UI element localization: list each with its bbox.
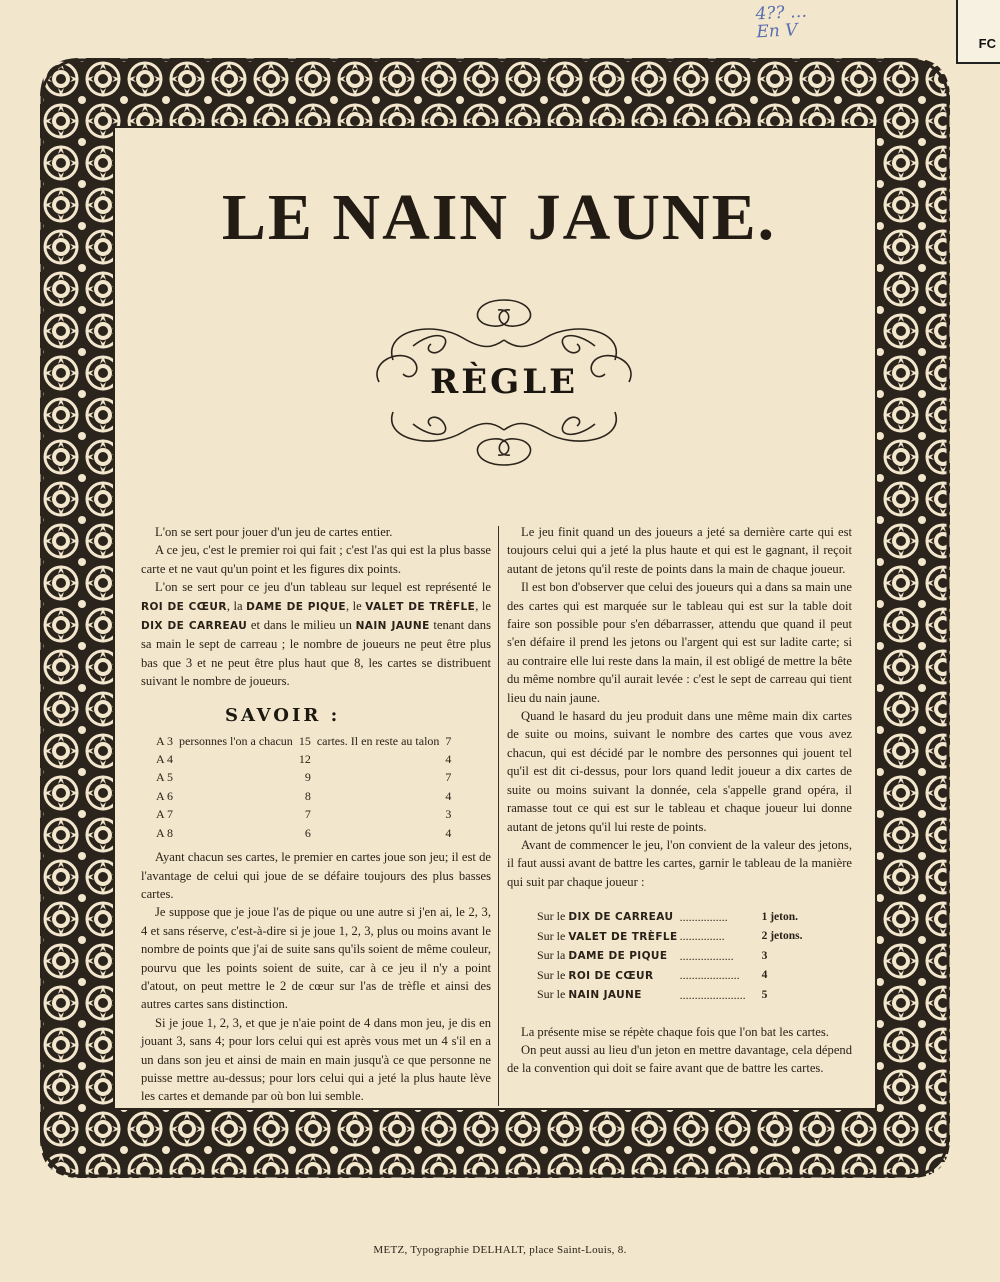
rule-paragraph: Il est bon d'observer que celui des joueurs qui a dans sa main une des cartes qui est marquée sur le tableau qui est sur la table doit faire son possible pour s'en débarrasser, attendu que quand il peut s'en défaire il prend les jetons ou l'argent qui est sur ladite carte; si au contraire elle lui reste dans la main, il est obligé de mettre la bête du même nombre qu'il aurait levée : c'est le sept de carreau qui tient lieu du nain jaune. (507, 580, 852, 705)
text-run: Sur le (537, 967, 569, 982)
printer-imprint: METZ, Typographie DELHALT, place Saint-Louis, 8. (373, 1244, 627, 1256)
table-row (537, 907, 802, 927)
rule-paragraph: Quand le hasard du jeu produit dans une même main dix cartes de suite ou moins, suivant le nombre des cartes que vous avez chacun, qui est décidé par le nombre des personnes qui jouent tel qu'il est dit ci-dessus, pour lors quand ledit joueur a dix cartes de suite ou moins suivant la donnée, cela s'appelle grand opéra, il ramasse tout ce qui est sur le tableau et chaque joueur lui donne autant de jetons qu'il lui reste de points. (507, 709, 852, 834)
card-name: VALET DE TRÈFLE (365, 600, 476, 613)
table-cell: 15 (298, 733, 311, 748)
distribution-table (153, 732, 454, 842)
column-divider (498, 526, 499, 1106)
leader-dots: ............... (679, 929, 725, 944)
table-cell: A 7 (156, 807, 174, 822)
text-run: , le (345, 598, 366, 613)
text-run: , le (475, 598, 491, 613)
table-cell (314, 750, 443, 768)
rule-paragraph: Le jeu finit quand un des joueurs a jeté sa dernière carte qui est toujours celui qui a jeté la plus haute et qui est le gagnant, il reçoit autant de jetons qu'il reste de points dans la main de chaque joueur. (507, 525, 852, 576)
poster-content (115, 128, 883, 1160)
table-cell: A 3 (156, 733, 174, 748)
savoir-heading: SAVOIR : (225, 704, 341, 726)
card-name: DAME DE PIQUE (246, 600, 346, 613)
rule-paragraph (141, 578, 491, 690)
text-run: et dans le milieu un (247, 618, 356, 633)
table-row (153, 805, 454, 823)
poster-title: LE NAIN JAUNE. (221, 181, 777, 254)
table-cell (176, 805, 296, 823)
rule-paragraph: La présente mise se répète chaque fois que l'on bat les cartes. (521, 1024, 829, 1039)
stake-value: 3 (761, 949, 768, 962)
card-name: DIX DE CARREAU (568, 911, 674, 924)
card-name: DAME DE PIQUE (568, 950, 668, 963)
table-cell (537, 985, 678, 1005)
stake-value: 5 (761, 988, 768, 1001)
regle-heading: RÈGLE (429, 362, 579, 402)
table-cell: 4 (445, 788, 452, 803)
table-cell: 7 (304, 807, 311, 822)
leader-dots: .................... (679, 968, 740, 983)
table-cell: 6 (304, 825, 311, 840)
leader-dots: ...................... (679, 987, 746, 1002)
text-run: L'on se sert pour ce jeu d'un tableau sur lequel est représenté le (155, 580, 491, 595)
text-run: Sur le (537, 928, 569, 943)
card-name: VALET DE TRÈFLE (568, 930, 678, 943)
text-run: Sur la (537, 948, 569, 963)
table-cell: 7 (445, 770, 452, 785)
text-run: tenant dans sa main le sept de carreau ; le nombre de joueurs ne peut être plus bas que 3 et ne peut être plus haut que 8, les cartes se distribuent suivant le nombre de joueurs. (141, 618, 491, 689)
rule-paragraph: On peut aussi au lieu d'un jeton en mettre davantage, cela dépend de la convention qui doit se faire avant que de battre les cartes. (507, 1043, 852, 1076)
table-row (153, 750, 454, 768)
table-row (153, 732, 454, 750)
table-cell: personnes l'on a chacun (179, 733, 293, 748)
card-name: NAIN JAUNE (355, 620, 430, 633)
leader-dots: .................. (679, 948, 734, 963)
table-cell (537, 927, 678, 947)
table-row (537, 985, 802, 1005)
stake-value: 4 (761, 969, 768, 982)
table-cell: cartes. Il en reste au talon (316, 733, 440, 748)
corner-label-text: FC (978, 36, 996, 51)
left-column (141, 523, 491, 1106)
table-cell (537, 946, 678, 966)
table-cell (314, 805, 443, 823)
pencil-annotation (755, 3, 808, 42)
table-cell: 7 (445, 733, 452, 748)
right-column (507, 523, 852, 1078)
stakes-table (537, 907, 802, 1005)
table-cell: A 8 (156, 825, 174, 840)
card-name: ROI DE CŒUR (568, 969, 654, 982)
rule-paragraph: Je suppose que je joue l'as de pique ou une autre si j'en ai, le 2, 3, 4 et sans réserve, c'est-à-dire si je joue 1, 2, 3, plus ou moins avant le nombre de points que j'ai de suite sans qu'ils soient de même couleur, pourvu que les points soient de suite, car à ce jeu il n'y a point d'atout, on peut mettre le 2 de cœur sur l'as de trèfle et ainsi des autres cartes sans distinction. (141, 905, 491, 1012)
card-name: NAIN JAUNE (568, 989, 642, 1002)
text-run: , la (226, 598, 247, 613)
table-cell: 8 (304, 788, 311, 803)
rule-paragraph: L'on se sert pour jouer d'un jeu de cartes entier. (155, 525, 393, 539)
table-cell: A 4 (156, 752, 174, 767)
pencil-note-line-1: 4?? … (755, 1, 808, 25)
table-cell: 4 (445, 825, 452, 840)
table-cell: 9 (304, 770, 311, 785)
table-row (537, 946, 802, 966)
table-row (153, 824, 454, 842)
table-cell (176, 787, 296, 805)
table-cell (314, 787, 443, 805)
corner-label (956, 0, 1000, 64)
table-cell: 12 (298, 752, 311, 767)
regle-cartouche (373, 290, 635, 475)
table-cell (314, 768, 443, 786)
table-cell (537, 966, 678, 986)
table-cell (537, 907, 678, 927)
table-row (153, 768, 454, 786)
rule-paragraph: Si je joue 1, 2, 3, et que je n'aie point de 4 dans mon jeu, je dis en jouant 3, sans 4; pour lors celui qui est après vous met un 4 s'il en a un dans son jeu et ainsi de main en main jusqu'à ce que personne ne puisse mettre au-dessus; pour lors celui qui a jeté la plus haute lève les cartes et demande par où bon lui semble. (141, 1015, 491, 1104)
pencil-note-line-2: En V (755, 20, 799, 43)
table-cell (314, 824, 443, 842)
table-cell (176, 768, 296, 786)
table-cell: A 6 (156, 788, 174, 803)
stake-value: 2 jetons. (761, 930, 803, 943)
stake-value: 1 jeton. (761, 910, 798, 923)
leader-dots: ................ (679, 909, 728, 924)
table-row (537, 927, 802, 947)
table-cell: 4 (445, 752, 452, 767)
rule-paragraph: Avant de commencer le jeu, l'on convient de la valeur des jetons, il faut aussi avant de battre les cartes, garnir le tableau de la manière qui suit par chaque joueur : (507, 837, 852, 889)
table-cell (176, 750, 296, 768)
rule-paragraph: A ce jeu, c'est le premier roi qui fait ; c'est l'as qui est la plus basse carte et ne vaut qu'un point et les figures dix points. (141, 543, 491, 576)
text-run: Sur le (537, 987, 569, 1002)
table-cell: 3 (445, 807, 452, 822)
table-cell: A 5 (156, 770, 174, 785)
text-run: Sur le (537, 909, 569, 924)
card-name: ROI DE CŒUR (141, 600, 227, 613)
card-name: DIX DE CARREAU (141, 620, 248, 633)
rule-paragraph: Ayant chacun ses cartes, le premier en cartes joue son jeu; il est de l'avantage de celui qui joue de se défaire toujours des plus basses cartes. (141, 850, 491, 901)
table-cell (176, 824, 296, 842)
table-row (153, 787, 454, 805)
table-row (537, 966, 802, 986)
